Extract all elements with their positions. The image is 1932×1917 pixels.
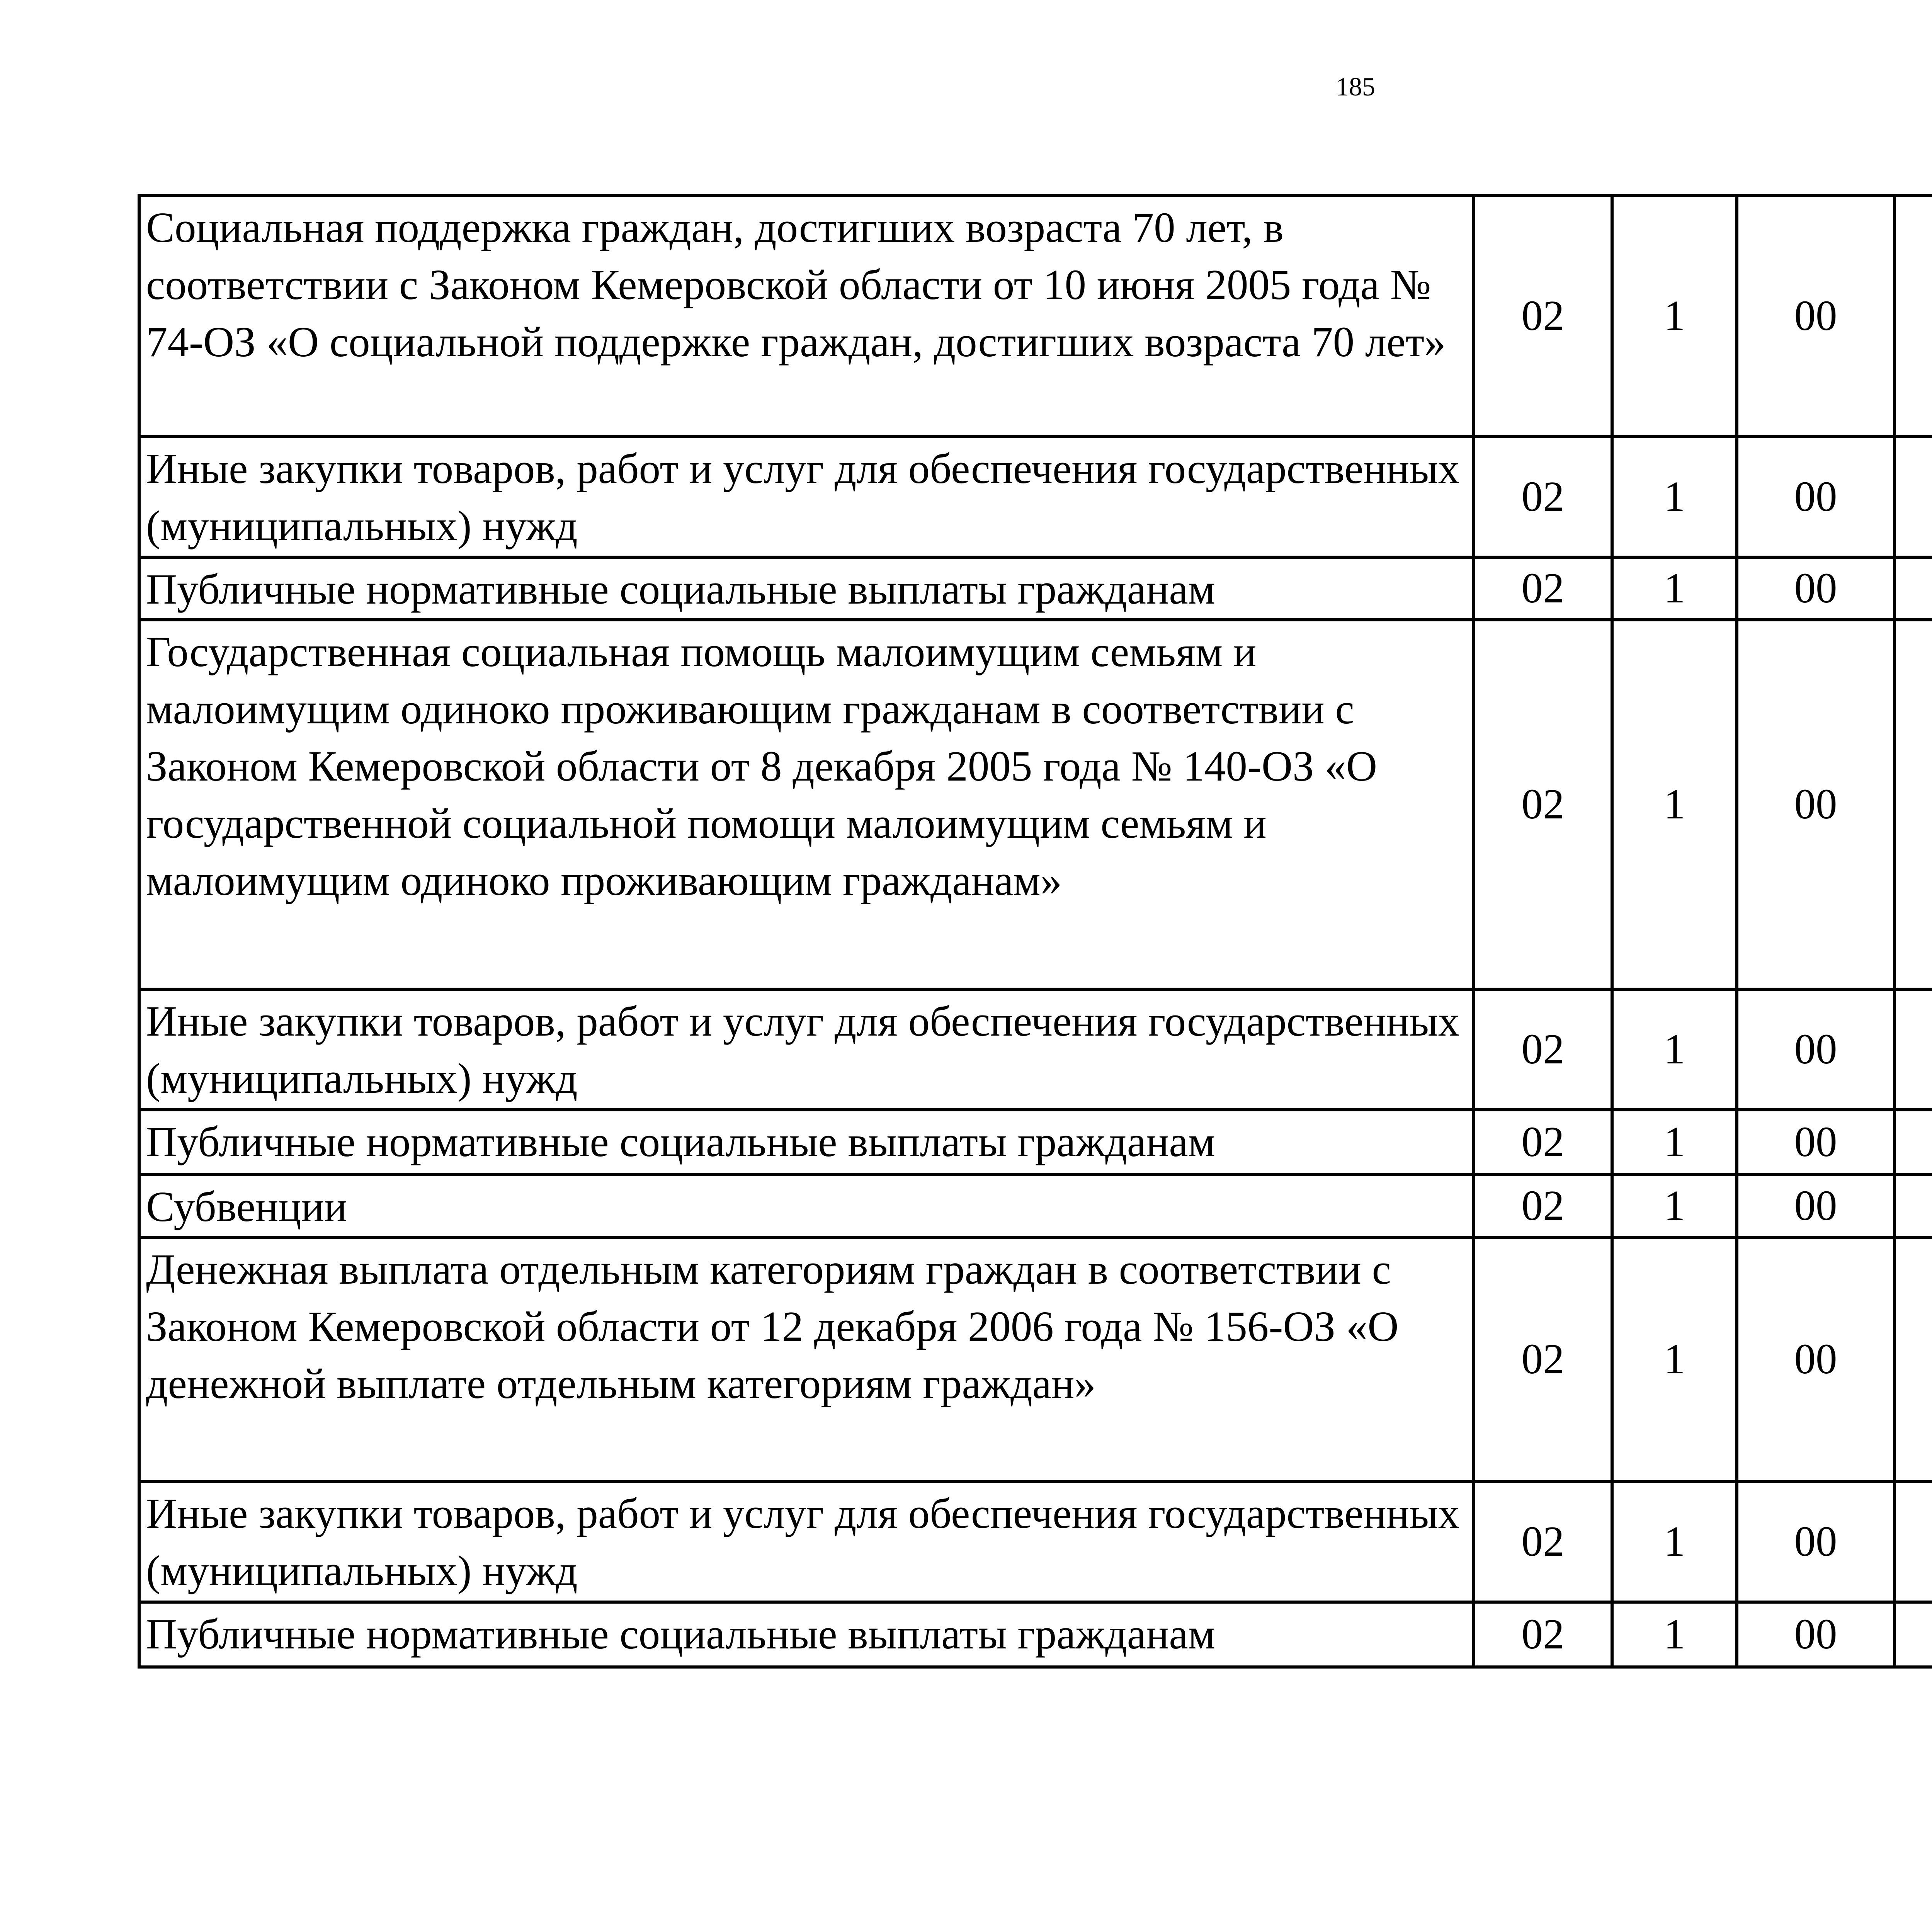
direction-code: 00 bbox=[1737, 620, 1895, 989]
page-number: 185 bbox=[1336, 72, 1375, 101]
subprogram-code: 1 bbox=[1612, 1175, 1737, 1237]
table-row bbox=[139, 196, 1932, 437]
article-code bbox=[1895, 1482, 1932, 1602]
subprogram-code: 1 bbox=[1612, 1110, 1737, 1175]
row-name: Публичные нормативные социальные выплаты гражданам bbox=[139, 557, 1474, 620]
article-code bbox=[1895, 437, 1932, 557]
row-name: Публичные нормативные социальные выплаты гражданам bbox=[139, 1110, 1474, 1175]
program-code: 02 bbox=[1474, 1602, 1612, 1667]
program-code: 02 bbox=[1474, 437, 1612, 557]
direction-code: 00 bbox=[1737, 557, 1895, 620]
subprogram-code: 1 bbox=[1612, 557, 1737, 620]
row-name: Субвенции bbox=[139, 1175, 1474, 1237]
subprogram-code: 1 bbox=[1612, 196, 1737, 437]
subprogram-code: 1 bbox=[1612, 989, 1737, 1110]
table-row bbox=[139, 1110, 1932, 1175]
table-row bbox=[139, 620, 1932, 989]
subprogram-code: 1 bbox=[1612, 1237, 1737, 1482]
row-name: Иные закупки товаров, работ и услуг для обеспечения государственных (муниципальных) нужд bbox=[139, 1482, 1474, 1602]
article-code bbox=[1895, 989, 1932, 1110]
article-code bbox=[1895, 1602, 1932, 1667]
direction-code: 00 bbox=[1737, 196, 1895, 437]
direction-code: 00 bbox=[1737, 1237, 1895, 1482]
subprogram-code: 1 bbox=[1612, 1482, 1737, 1602]
article-code bbox=[1895, 620, 1932, 989]
direction-code: 00 bbox=[1737, 437, 1895, 557]
direction-code: 00 bbox=[1737, 1175, 1895, 1237]
table-row bbox=[139, 557, 1932, 620]
program-code: 02 bbox=[1474, 1482, 1612, 1602]
table-row bbox=[139, 1482, 1932, 1602]
article-code bbox=[1895, 557, 1932, 620]
row-name: Иные закупки товаров, работ и услуг для обеспечения государственных (муниципальных) нужд bbox=[139, 989, 1474, 1110]
subprogram-code: 1 bbox=[1612, 437, 1737, 557]
row-name: Социальная поддержка граждан, достигших возраста 70 лет, в соответствии с Законом Кемеровской области от 10 июня 2005 года № 74-ОЗ «О социальной поддержке граждан, достигших возраста 70 лет» bbox=[139, 196, 1474, 437]
direction-code: 00 bbox=[1737, 1482, 1895, 1602]
article-code bbox=[1895, 1110, 1932, 1175]
budget-table bbox=[138, 194, 1932, 1669]
program-code: 02 bbox=[1474, 1175, 1612, 1237]
table-row bbox=[139, 437, 1932, 557]
subprogram-code: 1 bbox=[1612, 1602, 1737, 1667]
row-name: Государственная социальная помощь малоимущим семьям и малоимущим одиноко проживающим гражданам в соответствии с Законом Кемеровской области от 8 декабря 2005 года № 140-ОЗ «О государственной социальной помощи малоимущим семьям и малоимущим одиноко проживающим гражданам» bbox=[139, 620, 1474, 989]
article-code bbox=[1895, 1237, 1932, 1482]
row-name: Публичные нормативные социальные выплаты гражданам bbox=[139, 1602, 1474, 1667]
direction-code: 00 bbox=[1737, 1602, 1895, 1667]
program-code: 02 bbox=[1474, 1110, 1612, 1175]
direction-code: 00 bbox=[1737, 989, 1895, 1110]
direction-code: 00 bbox=[1737, 1110, 1895, 1175]
table-row bbox=[139, 1602, 1932, 1667]
program-code: 02 bbox=[1474, 620, 1612, 989]
table-row bbox=[139, 1175, 1932, 1237]
subprogram-code: 1 bbox=[1612, 620, 1737, 989]
row-name: Денежная выплата отдельным категориям граждан в соответствии с Законом Кемеровской области от 12 декабря 2006 года № 156-ОЗ «О денежной выплате отдельным категориям граждан» bbox=[139, 1237, 1474, 1482]
program-code: 02 bbox=[1474, 989, 1612, 1110]
article-code bbox=[1895, 1175, 1932, 1237]
table-row bbox=[139, 989, 1932, 1110]
table-row bbox=[139, 1237, 1932, 1482]
program-code: 02 bbox=[1474, 196, 1612, 437]
row-name: Иные закупки товаров, работ и услуг для обеспечения государственных (муниципальных) нужд bbox=[139, 437, 1474, 557]
article-code bbox=[1895, 196, 1932, 437]
program-code: 02 bbox=[1474, 1237, 1612, 1482]
program-code: 02 bbox=[1474, 557, 1612, 620]
